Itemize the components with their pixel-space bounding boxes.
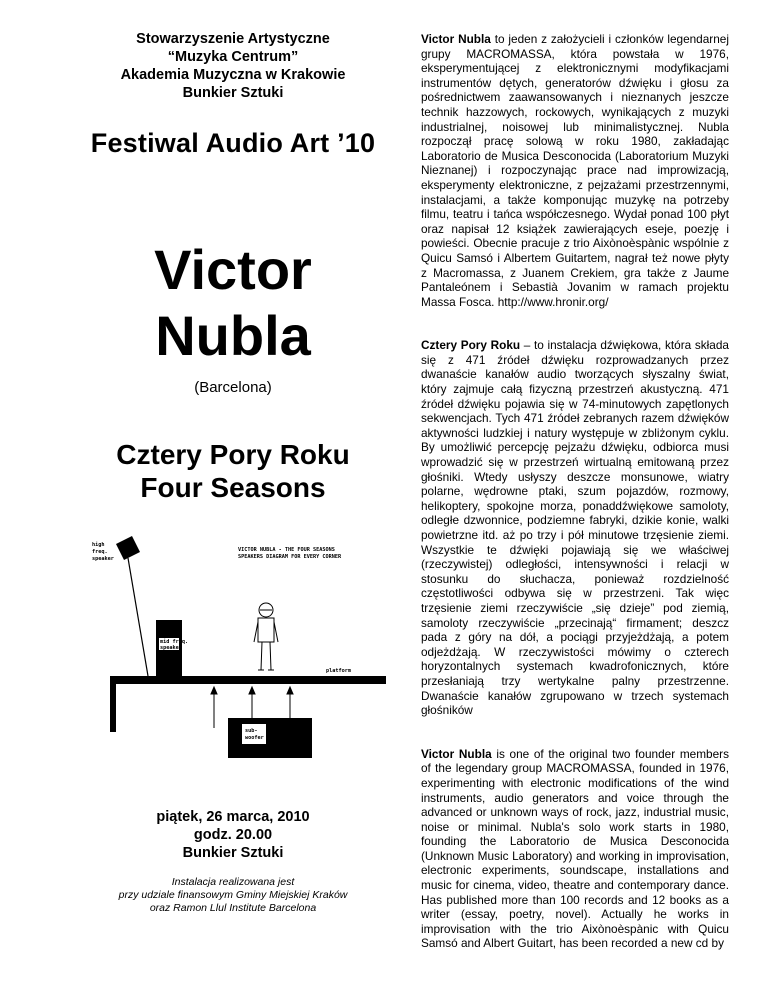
subwoofer-label: woofer bbox=[245, 735, 264, 741]
funding-note bbox=[78, 876, 388, 915]
organizer-line: Bunkier Sztuki bbox=[182, 85, 284, 101]
work-title-line: Four Seasons bbox=[140, 472, 326, 503]
listener-figure-icon bbox=[254, 603, 278, 670]
bio-english bbox=[421, 747, 729, 951]
work-title-line: Cztery Pory Roku bbox=[116, 439, 350, 470]
organizer-line: “Muzyka Centrum” bbox=[167, 49, 299, 65]
event-date: piątek, 26 marca, 2010 bbox=[156, 809, 310, 825]
subwoofer-label: sub- bbox=[245, 728, 258, 734]
high-speaker-label: high bbox=[92, 542, 105, 548]
work-title bbox=[78, 438, 388, 504]
event-venue: Bunkier Sztuki bbox=[182, 845, 284, 861]
diagram-title-line: VICTOR NUBLA - THE FOUR SEASONS bbox=[238, 547, 335, 553]
festival-title: Festiwal Audio Art ’10 bbox=[90, 128, 376, 158]
organizer-line: Akademia Muzyczna w Krakowie bbox=[120, 67, 346, 83]
bio-english-text: is one of the original two founder members of the legendary group MACROMASSA, founded in 1976, experimenting with electronic modifications of the wind instruments, audio generators and voice through the advanced or unknown ways of rock, jazz, industrial music, noise or minimal. Nubla's solo work starts in 1980, founding the Laboratorio de Musica Desconocida (Unknown Music Laboratory) and working in improvisation, electronic experiments, soundscape, installations and music for cinema, video, theatre and contemporary dance. Has published more than 100 records and 12 books as a writer (essay, poetry, novel). Actually he works in improvisation with the trio Aixònoèspànic with Quicu Samsó and Albert Guitart, has been recorded a new cd by bbox=[421, 746, 729, 951]
artist-name-line: Victor bbox=[154, 238, 312, 301]
left-column bbox=[78, 30, 388, 504]
bio-polish-text: to jeden z założycieli i członków legendarnej grupy MACROMASSA, która powstała w 1976, eksperymentującej z elektronicznymi modyfikacjami instrumentów dętych, generatorów dźwięku i głosu za pośrednictwem zaawansowanych i nieznanych jeszcze technik hazzowych, rockowych, wynikających z muzyki industrialnej, noisowej lub minimalistycznej. Nubla rozpoczął pracę solową w roku 1980, zakładając Laboratorio de Musica Desconocida (Laboratorium Muzyki Nieznanej) i rozpoczynając prace nad improwizacją, eksperymenty elektroniczne, z pejzażami przestrzennymi, instalacjami, a także komponując muzykę na potrzeby filmu, teatru i tańca współczesnego. Wydał ponad 100 płyt oraz napisał 12 książek zawierających eseje, poezję i powieści. Obecnie pracuje z trio Aixònoèspànic wspólnie z Quicu Samsó i Albertem Guitartem, nagrał też nowe płyty z Macromassa, z Juanem Crekiem, gra także z Jaume Pantaleónem i Sebastià Jovanim w ramach projektu Massa Fosca. http://www.hronir.org/ bbox=[421, 32, 729, 309]
organizer-line: Stowarzyszenie Artystyczne bbox=[136, 31, 330, 47]
high-speaker-icon bbox=[116, 536, 148, 676]
artist-name-line: Nubla bbox=[155, 304, 311, 367]
bio-english-name: Victor Nubla bbox=[421, 746, 492, 761]
speakers-diagram bbox=[88, 530, 398, 760]
artist-name bbox=[78, 237, 388, 369]
mid-speaker-label: speaker bbox=[160, 645, 182, 651]
bio-polish-name: Victor Nubla bbox=[421, 32, 491, 46]
event-time: godz. 20.00 bbox=[193, 827, 273, 843]
work-polish-name: Cztery Pory Roku bbox=[421, 338, 521, 353]
artist-city: (Barcelona) bbox=[194, 379, 272, 396]
work-polish-text: – to instalacja dźwiękowa, która składa się z 471 źródeł dźwięku rozprowadzanych przez dwanaście kanałów audio tworzących słyszalny świat, który zajmuje całą fizyczną przestrzeń akustyczną. 471 źródeł dźwięku pojawia się w 74-minutowych zapętlonych sekwencjach. Tych 471 źródeł zebranych razem dźwięków aktywności ludzkiej i natury występuje w zbliżonym cyklu. By umożliwić percepcję pejzażu dźwięku, odbiorca musi wprowadzić się w przestrzeń wirtualną emitowaną przez głośniki. Wtedy usłyszy deszcze monsunowe, wiatry polarne, wędrowne ptaki, szum pojazdów, rozmowy, helikoptery, spokojne morza, ponaddźwiękowe samoloty, odległe dzwonnice, podziemne fabryki, dzikie konie, walki powietrzne itd. aż po trzy i pół minutowe trzęsienie ziemi. Wszystkie te dźwięki pojawiają się we właściwej (rzeczywistej) odległości, intensywności i relacji w stosunku do słuchacza, ponieważ rozdzielność częstotliwości odbywa się w przestrzeni. Tak więc trzęsienie ziemi rzeczywiście „się dzieje” pod ziemią, samoloty rzeczywiście „przecinają“ firmament; deszcz pada z góry na dół, a pociągi przyjeżdżają, a potem odjeżdżają. W rzeczywistości mówimy o czterech horyzontalnych systemach kwadrofonicznych, które przesłaniają trzy wertykalne palny przestrzenne. Dwanaście kanałów zgrupowano w trzech systemach głośników bbox=[421, 338, 729, 718]
right-column bbox=[421, 32, 729, 980]
subwoofer-icon bbox=[228, 718, 312, 758]
organizers bbox=[78, 30, 388, 102]
high-speaker-label: speaker bbox=[92, 556, 114, 562]
event-info bbox=[78, 808, 388, 862]
diagram-title-line: SPEAKERS DIAGRAM FOR EVERY CORNER bbox=[238, 554, 342, 560]
high-speaker-label: freq. bbox=[92, 549, 108, 555]
funding-line: Instalacja realizowana jest bbox=[171, 876, 295, 888]
work-polish bbox=[421, 338, 729, 717]
funding-line: oraz Ramon Llul Institute Barcelona bbox=[149, 902, 317, 914]
bio-polish bbox=[421, 32, 729, 309]
funding-line: przy udziale finansowym Gminy Miejskiej Kraków bbox=[118, 889, 348, 901]
platform-label: platform bbox=[326, 668, 351, 674]
mid-speaker-label: mid freq. bbox=[160, 639, 189, 645]
